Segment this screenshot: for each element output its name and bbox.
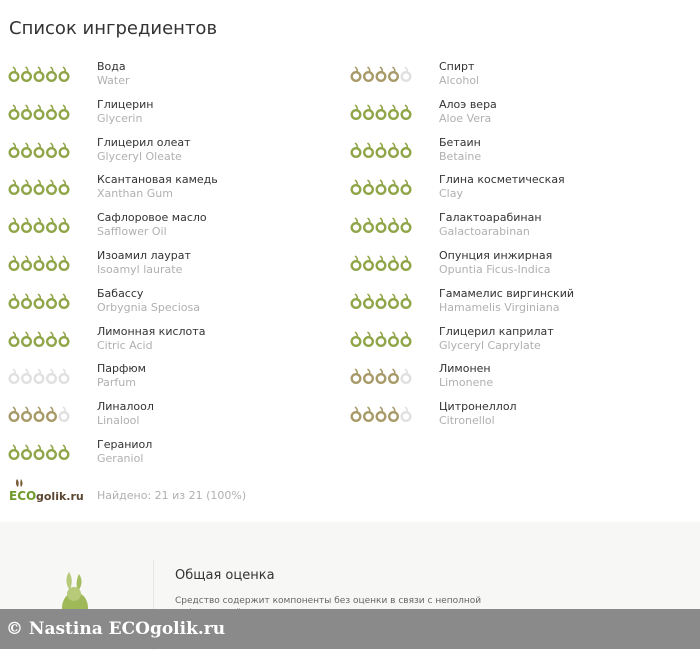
ingredient-names — [97, 249, 191, 276]
ingredient-names — [97, 287, 200, 314]
rating-dot-icon — [35, 445, 44, 459]
rating-dot-icon — [402, 105, 411, 119]
rating-icon — [8, 255, 70, 271]
ingredient-names — [97, 438, 152, 465]
svg-text:ECO: ECO — [9, 489, 37, 503]
ingredient-row[interactable] — [8, 132, 348, 170]
rating-icon — [8, 331, 70, 347]
ingredient-name-latin: Linalool — [97, 414, 140, 428]
ingredient-row[interactable] — [8, 56, 348, 94]
rating-icon — [350, 255, 412, 271]
rating-dot-icon — [47, 143, 56, 157]
ingredient-name-ru[interactable]: Бабассу — [97, 286, 144, 300]
rating-dot-icon — [22, 369, 31, 383]
rating-dot-icon — [60, 407, 69, 421]
rating-dot-icon — [10, 143, 19, 157]
rating-dot-icon — [47, 256, 56, 270]
rating-dot-icon — [22, 218, 31, 232]
ingredient-name-ru[interactable]: Опунция инжирная — [439, 248, 553, 262]
ingredient-row[interactable] — [350, 283, 690, 321]
rating-dot-icon — [377, 67, 386, 81]
ingredient-name-latin: Galactoarabinan — [439, 225, 530, 239]
rating-dot-icon — [22, 180, 31, 194]
ingredient-name-ru[interactable]: Гераниол — [97, 437, 153, 451]
ingredient-names — [439, 362, 493, 389]
ingredient-name-ru[interactable]: Линалоол — [97, 400, 154, 414]
rating-dot-icon — [364, 369, 373, 383]
ingredient-name-latin: Betaine — [439, 149, 482, 163]
ingredient-names — [97, 362, 146, 389]
ingredient-row[interactable] — [8, 396, 348, 434]
ingredient-name-latin: Isoamyl laurate — [97, 262, 183, 276]
rating-icon — [8, 217, 70, 233]
rating-icon — [350, 179, 412, 195]
svg-text:golik.ru: golik.ru — [36, 490, 84, 503]
rating-dot-icon — [377, 332, 386, 346]
rating-dot-icon — [352, 143, 361, 157]
rating-dot-icon — [60, 143, 69, 157]
rating-dot-icon — [60, 67, 69, 81]
rating-dot-icon — [389, 143, 398, 157]
rating-icon — [8, 406, 70, 422]
rating-dot-icon — [377, 407, 386, 421]
ingredient-row[interactable] — [8, 94, 348, 132]
rating-dot-icon — [10, 180, 19, 194]
rating-dot-icon — [10, 218, 19, 232]
ingredient-row[interactable] — [350, 132, 690, 170]
rating-dot-icon — [352, 218, 361, 232]
rating-dot-icon — [10, 256, 19, 270]
rating-dot-icon — [60, 294, 69, 308]
ingredient-name-ru[interactable]: Парфюм — [97, 362, 146, 376]
rating-dot-icon — [389, 294, 398, 308]
ingredient-row[interactable] — [350, 207, 690, 245]
rating-icon — [350, 406, 412, 422]
ingredient-name-latin: Safflower Oil — [97, 225, 167, 239]
ingredient-row[interactable] — [8, 245, 348, 283]
rating-dot-icon — [60, 256, 69, 270]
ingredient-name-latin: Water — [97, 74, 130, 87]
rating-dot-icon — [402, 256, 411, 270]
ingredient-names — [97, 211, 207, 238]
rating-dot-icon — [35, 256, 44, 270]
ingredient-row[interactable] — [350, 396, 690, 434]
ingredient-name-ru[interactable]: Галактоарабинан — [439, 211, 542, 225]
rating-dot-icon — [364, 67, 373, 81]
rating-dot-icon — [47, 369, 56, 383]
rating-dot-icon — [22, 294, 31, 308]
rating-dot-icon — [389, 218, 398, 232]
page-title: Список ингредиентов — [9, 18, 218, 39]
rating-dot-icon — [47, 445, 56, 459]
rating-dot-icon — [10, 369, 19, 383]
ingredient-row[interactable] — [350, 94, 690, 132]
rating-dot-icon — [22, 332, 31, 346]
ingredient-name-ru[interactable]: Лимонен — [439, 362, 491, 376]
ingredient-names — [97, 60, 130, 87]
rating-dot-icon — [352, 105, 361, 119]
ingredient-row[interactable] — [350, 56, 690, 94]
rating-dot-icon — [35, 332, 44, 346]
rating-dot-icon — [60, 445, 69, 459]
rating-dot-icon — [47, 105, 56, 119]
ingredient-row[interactable] — [8, 434, 348, 472]
rating-icon — [8, 104, 70, 120]
rating-dot-icon — [389, 369, 398, 383]
ingredient-names — [439, 211, 542, 238]
rating-dot-icon — [352, 67, 361, 81]
rating-dot-icon — [402, 67, 411, 81]
rating-dot-icon — [364, 407, 373, 421]
rating-dot-icon — [352, 256, 361, 270]
rating-icon — [8, 142, 70, 158]
ingredient-name-latin: Limonene — [439, 376, 494, 390]
rating-dot-icon — [364, 256, 373, 270]
rating-icon — [8, 179, 70, 195]
watermark-text: © Nastina ECOgolik.ru — [6, 619, 226, 639]
ingredient-name-ru[interactable]: Алоэ вера — [439, 97, 497, 111]
rating-dot-icon — [10, 407, 19, 421]
rating-dot-icon — [35, 407, 44, 421]
rating-dot-icon — [352, 332, 361, 346]
ingredient-names — [97, 325, 205, 352]
ingredients-left-column — [8, 56, 348, 472]
ingredient-row[interactable] — [350, 321, 690, 359]
ingredient-name-latin: Orbygnia Speciosa — [97, 300, 200, 314]
ingredient-row[interactable] — [8, 207, 348, 245]
rating-dot-icon — [402, 294, 411, 308]
rating-dot-icon — [402, 218, 411, 232]
rating-dot-icon — [377, 369, 386, 383]
rating-dot-icon — [10, 445, 19, 459]
rating-dot-icon — [22, 256, 31, 270]
rating-dot-icon — [22, 143, 31, 157]
ingredient-name-ru[interactable]: Глицерил каприлат — [439, 324, 554, 338]
ingredient-row[interactable] — [350, 358, 690, 396]
ingredient-name-ru[interactable]: Вода — [97, 60, 126, 73]
rating-dot-icon — [377, 180, 386, 194]
ingredient-names — [439, 173, 565, 200]
rating-dot-icon — [35, 67, 44, 81]
rating-dot-icon — [377, 143, 386, 157]
ingredient-names — [439, 136, 481, 163]
rating-dot-icon — [364, 332, 373, 346]
rating-dot-icon — [364, 218, 373, 232]
ingredient-names — [439, 249, 552, 276]
rating-dot-icon — [352, 369, 361, 383]
rating-dot-icon — [35, 180, 44, 194]
ingredient-name-latin: Citric Acid — [97, 338, 153, 352]
rating-dot-icon — [352, 294, 361, 308]
found-count: Найдено: 21 из 21 (100%) — [97, 489, 247, 502]
ingredient-name-latin: Alcohol — [439, 74, 480, 87]
ingredient-names — [97, 98, 153, 125]
rating-dot-icon — [47, 180, 56, 194]
ingredient-names — [439, 98, 497, 125]
rating-dot-icon — [389, 67, 398, 81]
rating-dot-icon — [10, 67, 19, 81]
rating-dot-icon — [402, 180, 411, 194]
ingredient-name-latin: Geraniol — [97, 451, 144, 465]
ingredient-names — [439, 287, 574, 314]
rating-dot-icon — [352, 407, 361, 421]
overall-description: Средство содержит компоненты без оценки в связи с неполной — [175, 596, 482, 606]
overall-title: Общая оценка — [175, 568, 275, 583]
ingredient-name-latin: Xanthan Gum — [97, 187, 173, 201]
rating-icon — [350, 368, 412, 384]
rating-dot-icon — [47, 332, 56, 346]
rating-icon — [350, 104, 412, 120]
rating-dot-icon — [60, 332, 69, 346]
rating-dot-icon — [35, 105, 44, 119]
ingredient-name-latin: Glyceryl Caprylate — [439, 338, 541, 352]
ingredient-row[interactable] — [8, 321, 348, 359]
ingredient-names — [439, 400, 517, 427]
ingredient-name-ru[interactable]: Глицерин — [97, 97, 154, 111]
rating-icon — [350, 293, 412, 309]
ingredient-name-latin: Parfum — [97, 376, 136, 390]
rating-dot-icon — [35, 143, 44, 157]
rating-dot-icon — [47, 407, 56, 421]
rating-dot-icon — [402, 407, 411, 421]
ingredient-row[interactable] — [8, 358, 348, 396]
watermark-bar — [0, 609, 700, 649]
rating-dot-icon — [364, 105, 373, 119]
rating-dot-icon — [22, 445, 31, 459]
rating-dot-icon — [60, 180, 69, 194]
rating-dot-icon — [10, 294, 19, 308]
ingredient-row[interactable] — [8, 169, 348, 207]
ingredient-names — [97, 136, 190, 163]
rating-dot-icon — [402, 369, 411, 383]
ingredient-names — [97, 400, 154, 427]
ingredient-name-latin: Aloe Vera — [439, 111, 492, 125]
ingredient-name-latin: Citronellol — [439, 414, 495, 428]
rating-icon — [350, 66, 412, 82]
rating-dot-icon — [22, 67, 31, 81]
rating-dot-icon — [352, 180, 361, 194]
ingredient-row[interactable] — [350, 169, 690, 207]
rating-dot-icon — [364, 143, 373, 157]
rating-dot-icon — [377, 294, 386, 308]
rating-dot-icon — [47, 67, 56, 81]
rating-dot-icon — [364, 180, 373, 194]
ecogolik-logo[interactable] — [9, 478, 85, 504]
ingredient-name-ru[interactable]: Цитронеллол — [439, 400, 517, 414]
rating-dot-icon — [377, 218, 386, 232]
rating-dot-icon — [22, 407, 31, 421]
ingredient-name-ru[interactable]: Ксантановая камедь — [97, 173, 218, 187]
rabbit-icon — [16, 479, 23, 487]
ingredient-names — [439, 325, 554, 352]
rating-dot-icon — [35, 369, 44, 383]
rating-dot-icon — [402, 143, 411, 157]
rating-dot-icon — [402, 332, 411, 346]
rating-dot-icon — [60, 218, 69, 232]
rating-dot-icon — [35, 218, 44, 232]
rating-dot-icon — [377, 256, 386, 270]
rating-dot-icon — [10, 332, 19, 346]
ingredient-name-latin: Opuntia Ficus-Indica — [439, 262, 551, 276]
ingredient-name-ru[interactable]: Лимонная кислота — [97, 324, 206, 338]
rating-dot-icon — [364, 294, 373, 308]
rating-icon — [8, 293, 70, 309]
ingredient-name-ru[interactable]: Гамамелис виргинский — [439, 286, 575, 300]
ingredient-row[interactable] — [8, 283, 348, 321]
rating-dot-icon — [389, 256, 398, 270]
ingredient-name-ru[interactable]: Глина косметическая — [439, 173, 565, 187]
rating-dot-icon — [377, 105, 386, 119]
ingredients-right-column — [350, 56, 690, 434]
rating-dot-icon — [389, 407, 398, 421]
ingredient-row[interactable] — [350, 245, 690, 283]
ingredient-name-ru[interactable]: Сафлоровое масло — [97, 211, 207, 225]
ingredient-name-latin: Clay — [439, 187, 463, 201]
rating-dot-icon — [389, 180, 398, 194]
ingredient-name-ru[interactable]: Изоамил лаурат — [97, 248, 191, 262]
rating-dot-icon — [60, 369, 69, 383]
ingredient-names — [439, 60, 479, 87]
ingredient-name-latin: Glyceryl Oleate — [97, 149, 182, 163]
ingredient-name-ru[interactable]: Бетаин — [439, 135, 481, 149]
ingredient-names — [97, 173, 218, 200]
ingredient-name-latin: Hamamelis Virginiana — [439, 300, 560, 314]
rating-dot-icon — [60, 105, 69, 119]
rating-dot-icon — [47, 294, 56, 308]
rating-dot-icon — [389, 105, 398, 119]
rating-icon — [8, 444, 70, 460]
rating-icon — [350, 217, 412, 233]
rating-dot-icon — [22, 105, 31, 119]
rating-icon — [8, 368, 70, 384]
rating-dot-icon — [47, 218, 56, 232]
rating-icon — [8, 66, 70, 82]
ingredient-name-ru[interactable]: Глицерил олеат — [97, 135, 191, 149]
rating-dot-icon — [10, 105, 19, 119]
rating-icon — [350, 331, 412, 347]
ingredient-name-latin: Glycerin — [97, 111, 143, 125]
rating-icon — [350, 142, 412, 158]
rating-dot-icon — [389, 332, 398, 346]
ingredient-name-ru[interactable]: Спирт — [439, 60, 475, 73]
rating-dot-icon — [35, 294, 44, 308]
